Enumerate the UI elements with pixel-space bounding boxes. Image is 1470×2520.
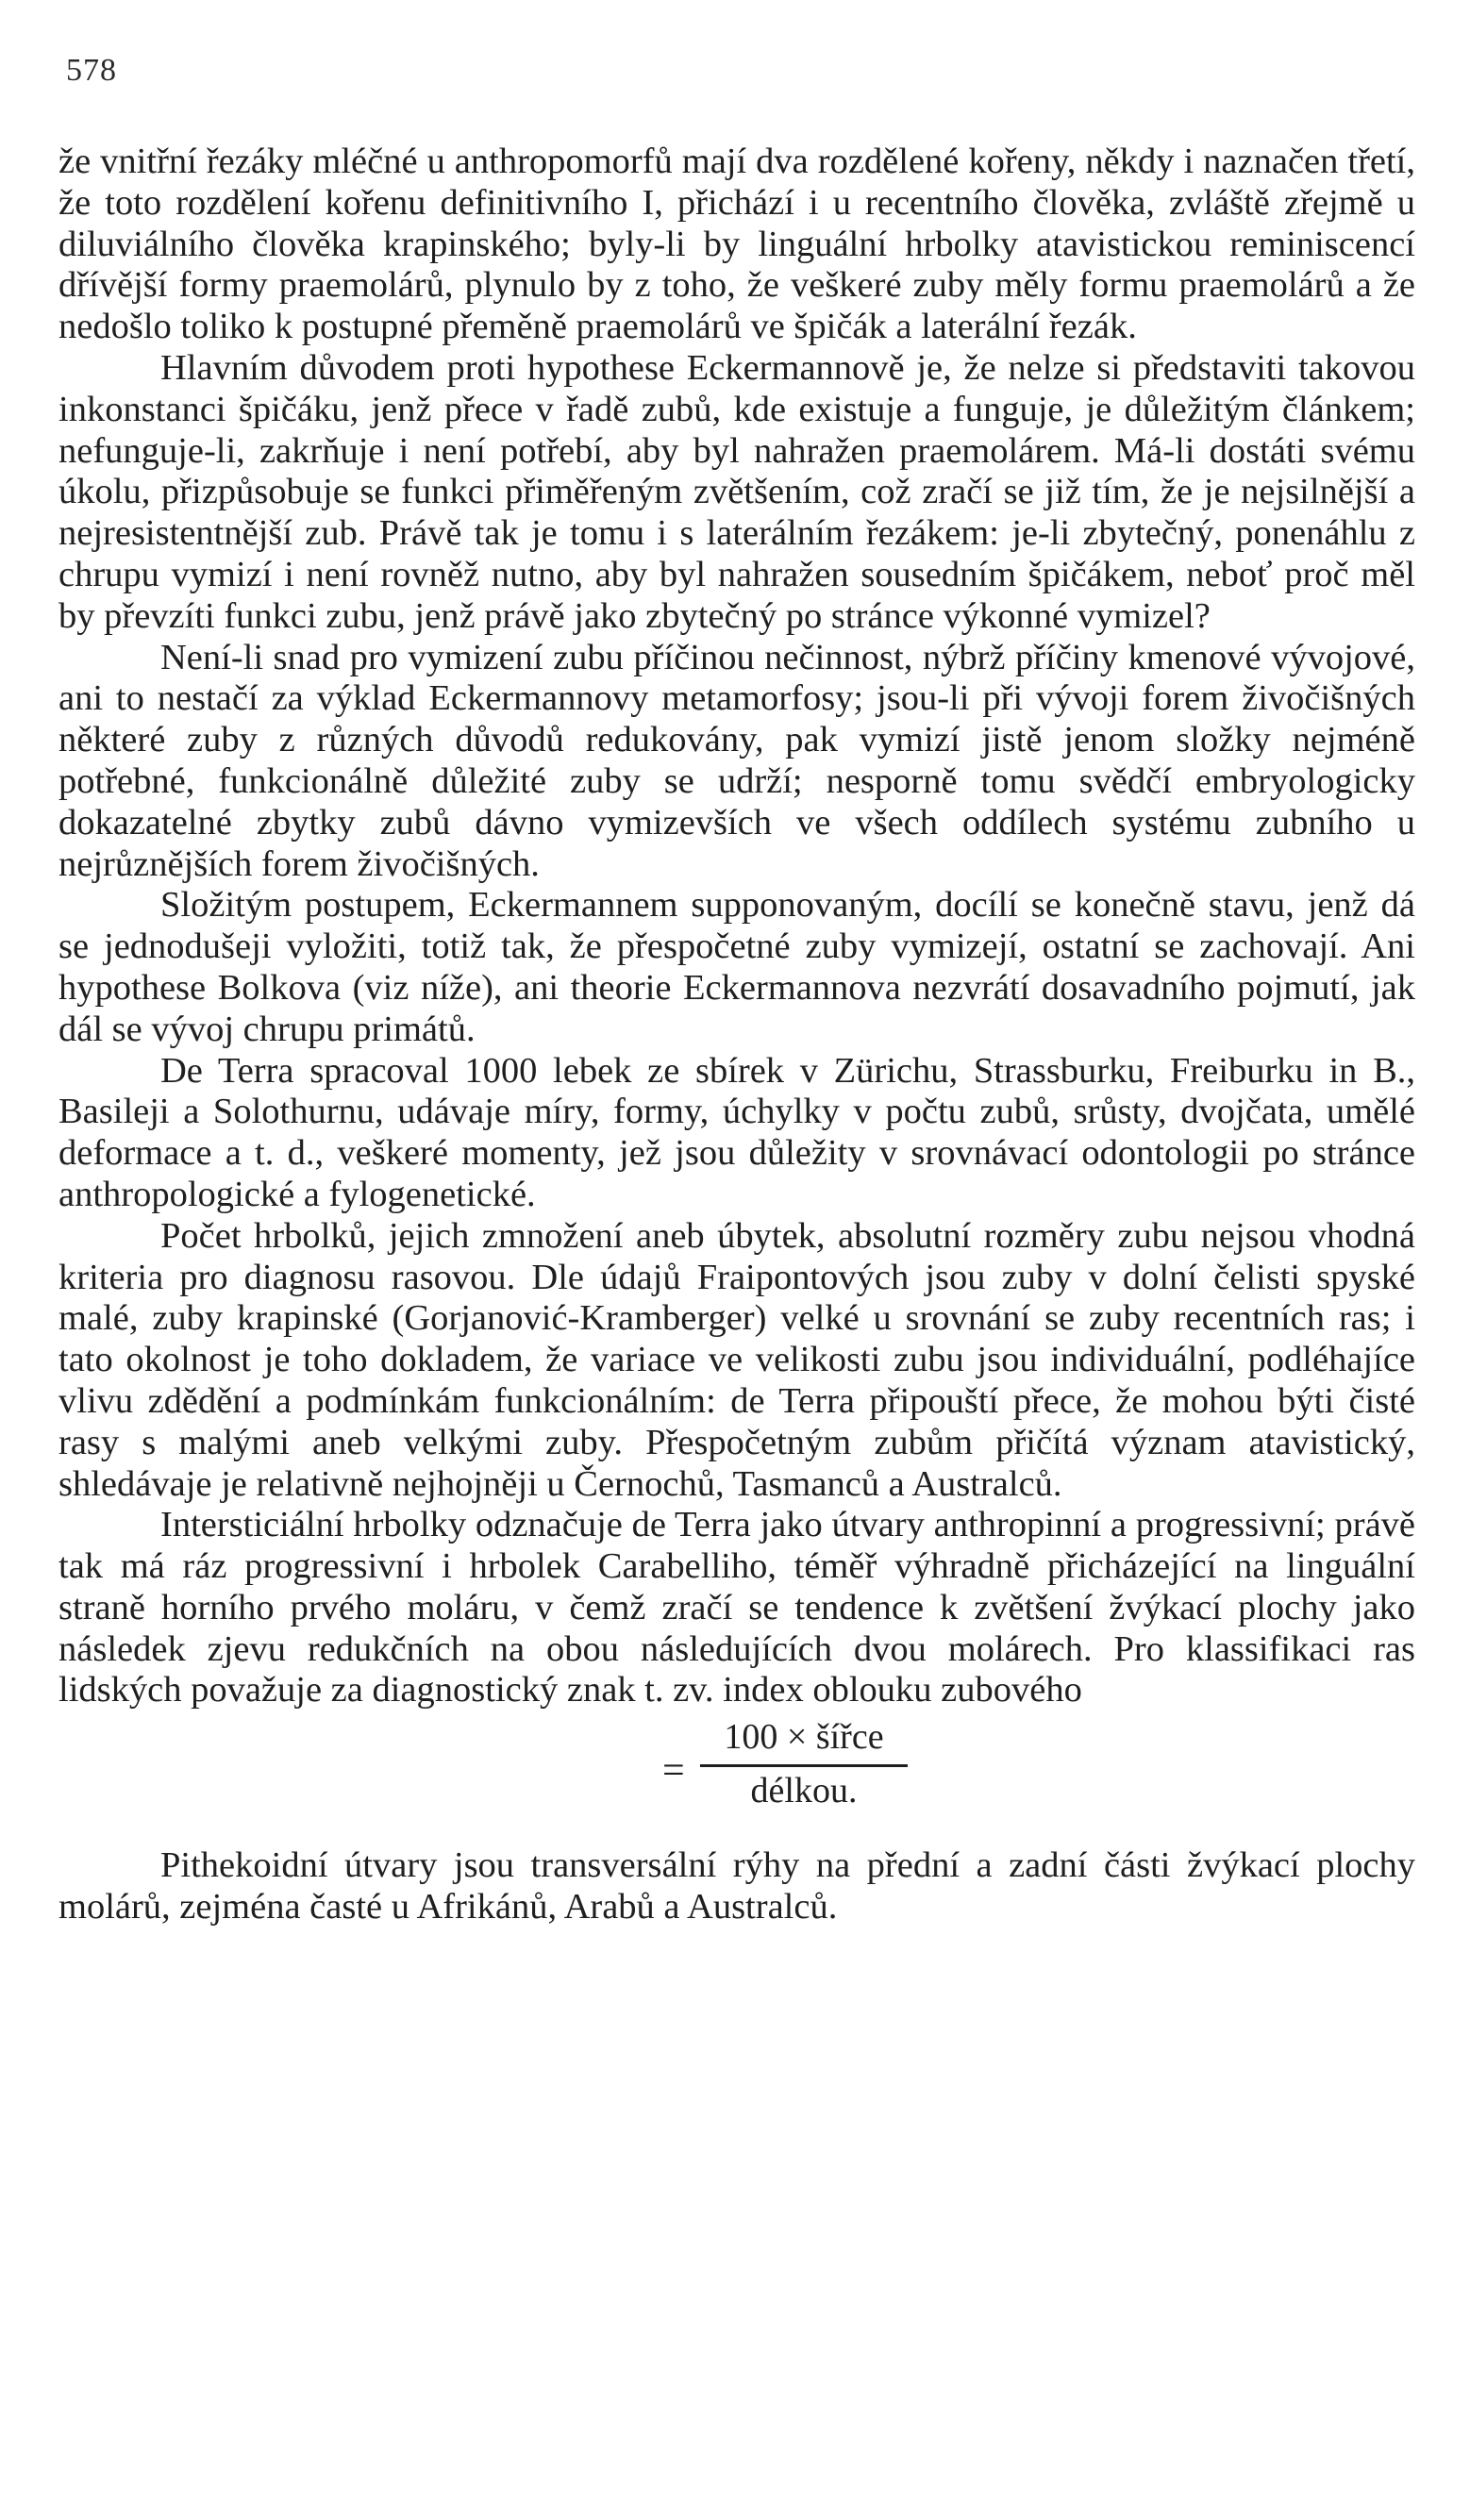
page-number: 578 bbox=[66, 53, 117, 88]
formula-numerator: 100 × šířce bbox=[724, 1717, 884, 1758]
paragraph-7: Intersticiální hrbolky odznačuje de Terra jako útvary anthropinní a progressivní; právě tak má ráz progressivní i hrbolek Carabelliho, téměř výhradně přicházející na linguální straně horního prvého moláru, v čemž zračí se tendence k zvětšení žvýkací plochy jako následek zjevu redukčních na obou následujících dvou molárech. Pro klassifikaci ras lidských považuje za diagnostický znak t. zv. index oblouku zubového bbox=[58, 1505, 1415, 1711]
formula-equals: = bbox=[662, 1749, 685, 1794]
paragraph-8: Pithekoidní útvary jsou transversální rýhy na přední a zadní části žvýkací plochy molárů, zejména časté u Afrikánů, Arabů a Australců. bbox=[58, 1845, 1415, 1928]
paragraph-3: Není-li snad pro vymizení zubu příčinou nečinnost, nýbrž příčiny kmenové vývojové, ani to nestačí za výklad Eckermannovy metamorfosy; jsou-li při vývoji forem živočišných některé zuby z různých důvodů redukovány, pak vymizí jistě jenom složky nejméně potřebné, funkcionálně důležité zuby se udrží; nesporně tomu svědčí embryologicky dokazatelné zbytky zubů dávno vymizevších ve všech oddílech systému zubního u nejrůznějších forem živočišných. bbox=[58, 637, 1415, 884]
formula-fraction bbox=[700, 1717, 908, 1812]
paragraph-4: Složitým postupem, Eckermannem supponovaným, docílí se konečně stavu, jenž dá se jednodušeji vyložiti, totiž tak, že přespočetné zuby vymizejí, ostatní se zachovají. Ani hypothese Bolkova (viz níže), ani theorie Eckermannova nezvrátí dosavadního pojmutí, jak dál se vývoj chrupu primátů. bbox=[58, 885, 1415, 1049]
dental-index-formula bbox=[58, 1717, 1415, 1838]
paragraph-2: Hlavním důvodem proti hypothese Eckermannově je, že nelze si představiti takovou inkonstanci špičáku, jenž přece v řadě zubů, kde existuje a funguje, je důležitým článkem; nefunguje-li, zakrňuje i není potřebí, aby byl nahražen praemolárem. Má-li dostáti svému úkolu, přizpůsobuje se funkci přiměřeným zvětšením, což zračí se již tím, že je nejsilnější a nejresistentnější zub. Právě tak je tomu i s laterálním řezákem: je-li zbytečný, ponenáhlu z chrupu vymizí i není rovněž nutno, aby byl nahražen sousedním špičákem, neboť proč měl by převzíti funkci zubu, jenž právě jako zbytečný po stránce výkonné vymizel? bbox=[58, 347, 1415, 636]
paragraph-6: Počet hrbolků, jejich zmnožení aneb úbytek, absolutní rozměry zubu nejsou vhodná kriteria pro diagnosu rasovou. Dle údajů Fraipontových jsou zuby v dolní čelisti spyské malé, zuby krapinské (Gorjanović-Kramberger) velké u srovnání se zuby recentních ras; i tato okolnost je toho dokladem, že variace ve velikosti zubu jsou individuální, podléhajíce vlivu zdědění a podmínkám funkcionálním: de Terra připouští přece, že mohou býti čisté rasy s malými aneb velkými zuby. Přespočetným zubům přičítá význam atavistický, shledávaje je relativně nejhojněji u Černochů, Tasmanců a Australců. bbox=[58, 1215, 1415, 1504]
text-body bbox=[58, 142, 1415, 1928]
paragraph-5: De Terra spracoval 1000 lebek ze sbírek v Zürichu, Strassburku, Freiburku in B., Basileji a Solothurnu, udávaje míry, formy, úchylky v počtu zubů, srůsty, dvojčata, umělé deformace a t. d., veškeré momenty, jež jsou důležity v srovnávací odontologii po stránce anthropologické a fylogenetické. bbox=[58, 1050, 1415, 1214]
formula-denominator: délkou. bbox=[750, 1771, 858, 1811]
paragraph-1: že vnitřní řezáky mléčné u anthropomorfů mají dva rozdělené kořeny, někdy i naznačen třetí, že toto rozdělení kořenu definitivního I, přichází i u recentního člověka, zvláště zřejmě u diluviálního člověka krapinského; byly-li by linguální hrbolky atavistickou reminiscencí dřívější formy praemolárů, plynulo by z toho, že veškeré zuby měly formu praemolárů a že nedošlo toliko k postupné přeměně praemolárů ve špičák a laterální řezák. bbox=[58, 142, 1415, 347]
